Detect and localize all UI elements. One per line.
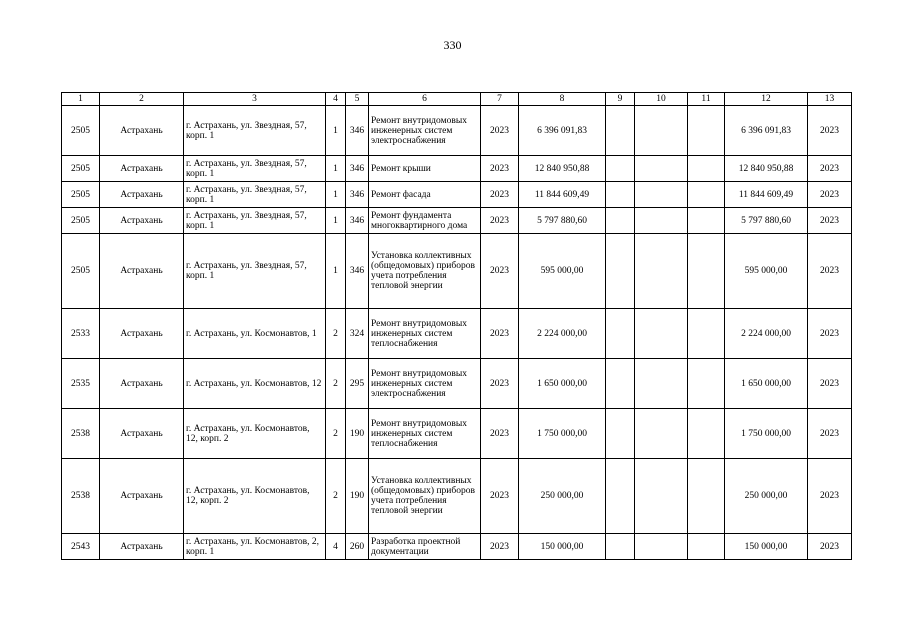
column-header: 5 [346, 93, 369, 106]
cell-col11 [688, 359, 725, 409]
cell-col10 [635, 106, 688, 156]
cell-year-end: 2023 [808, 459, 852, 534]
column-header: 10 [635, 93, 688, 106]
cell-col4: 1 [326, 234, 346, 309]
cell-municipality: Астрахань [100, 309, 184, 359]
cell-address: г. Астрахань, ул. Космонавтов, 1 [184, 309, 326, 359]
column-header: 3 [184, 93, 326, 106]
cell-col11 [688, 208, 725, 234]
cell-year-end: 2023 [808, 409, 852, 459]
cell-col10 [635, 459, 688, 534]
cell-year: 2023 [481, 359, 519, 409]
cell-col10 [635, 234, 688, 309]
cell-municipality: Астрахань [100, 234, 184, 309]
cell-work-type: Разработка проектной документации [369, 534, 481, 560]
cell-cost: 2 224 000,00 [519, 309, 606, 359]
cell-year: 2023 [481, 156, 519, 182]
column-header: 4 [326, 93, 346, 106]
cell-col5: 346 [346, 106, 369, 156]
cell-col4: 2 [326, 459, 346, 534]
cell-work-type: Ремонт крыши [369, 156, 481, 182]
cell-work-type: Ремонт внутридомовых инженерных систем теплоснабжения [369, 309, 481, 359]
cell-house-id: 2533 [62, 309, 100, 359]
cell-cost: 1 650 000,00 [519, 359, 606, 409]
cell-col9 [606, 156, 635, 182]
cell-col9 [606, 208, 635, 234]
cell-year: 2023 [481, 309, 519, 359]
cell-address: г. Астрахань, ул. Космонавтов, 12, корп. 2 [184, 409, 326, 459]
cell-house-id: 2505 [62, 106, 100, 156]
cell-col5: 260 [346, 534, 369, 560]
cell-house-id: 2543 [62, 534, 100, 560]
cell-col4: 2 [326, 359, 346, 409]
cell-work-type: Ремонт внутридомовых инженерных систем теплоснабжения [369, 409, 481, 459]
cell-cost: 6 396 091,83 [519, 106, 606, 156]
cell-year-end: 2023 [808, 309, 852, 359]
cell-year-end: 2023 [808, 534, 852, 560]
cell-col10 [635, 156, 688, 182]
cell-municipality: Астрахань [100, 459, 184, 534]
table-row [62, 208, 852, 234]
cell-address: г. Астрахань, ул. Космонавтов, 2, корп. 1 [184, 534, 326, 560]
cell-municipality: Астрахань [100, 534, 184, 560]
cell-cost: 11 844 609,49 [519, 182, 606, 208]
cell-house-id: 2535 [62, 359, 100, 409]
cell-cost: 12 840 950,88 [519, 156, 606, 182]
cell-cost-total: 2 224 000,00 [725, 309, 808, 359]
cell-cost-total: 250 000,00 [725, 459, 808, 534]
cell-col9 [606, 106, 635, 156]
table-row [62, 459, 852, 534]
cell-cost-total: 5 797 880,60 [725, 208, 808, 234]
table-row [62, 359, 852, 409]
column-header: 12 [725, 93, 808, 106]
cell-work-type: Установка коллективных (общедомовых) приборов учета потребления тепловой энергии [369, 459, 481, 534]
cell-address: г. Астрахань, ул. Звездная, 57, корп. 1 [184, 234, 326, 309]
cell-work-type: Ремонт внутридомовых инженерных систем электроснабжения [369, 106, 481, 156]
cell-house-id: 2505 [62, 156, 100, 182]
cell-col11 [688, 534, 725, 560]
cell-col10 [635, 309, 688, 359]
cell-col4: 2 [326, 309, 346, 359]
cell-cost: 1 750 000,00 [519, 409, 606, 459]
cell-cost: 5 797 880,60 [519, 208, 606, 234]
cell-col5: 346 [346, 156, 369, 182]
column-header: 6 [369, 93, 481, 106]
column-header: 2 [100, 93, 184, 106]
cell-col9 [606, 234, 635, 309]
cell-col4: 1 [326, 106, 346, 156]
cell-year-end: 2023 [808, 156, 852, 182]
cell-address: г. Астрахань, ул. Космонавтов, 12 [184, 359, 326, 409]
cell-cost: 250 000,00 [519, 459, 606, 534]
cell-house-id: 2538 [62, 459, 100, 534]
column-header: 9 [606, 93, 635, 106]
cell-col4: 1 [326, 182, 346, 208]
cell-work-type: Ремонт внутридомовых инженерных систем электроснабжения [369, 359, 481, 409]
cell-year: 2023 [481, 459, 519, 534]
cell-year-end: 2023 [808, 182, 852, 208]
cell-col10 [635, 534, 688, 560]
cell-year-end: 2023 [808, 106, 852, 156]
column-header: 13 [808, 93, 852, 106]
cell-cost-total: 1 750 000,00 [725, 409, 808, 459]
column-header: 8 [519, 93, 606, 106]
cell-address: г. Астрахань, ул. Звездная, 57, корп. 1 [184, 106, 326, 156]
cell-col9 [606, 459, 635, 534]
column-header: 1 [62, 93, 100, 106]
cell-col4: 1 [326, 156, 346, 182]
table-row [62, 409, 852, 459]
cell-col10 [635, 359, 688, 409]
cell-year: 2023 [481, 106, 519, 156]
cell-municipality: Астрахань [100, 182, 184, 208]
cell-house-id: 2505 [62, 182, 100, 208]
cell-col9 [606, 534, 635, 560]
cell-municipality: Астрахань [100, 156, 184, 182]
column-header: 11 [688, 93, 725, 106]
cell-col5: 346 [346, 182, 369, 208]
cell-address: г. Астрахань, ул. Звездная, 57, корп. 1 [184, 156, 326, 182]
cell-address: г. Астрахань, ул. Звездная, 57, корп. 1 [184, 182, 326, 208]
capital-repair-table [61, 92, 852, 560]
cell-col5: 346 [346, 234, 369, 309]
cell-col10 [635, 208, 688, 234]
cell-col9 [606, 409, 635, 459]
cell-house-id: 2505 [62, 234, 100, 309]
cell-cost-total: 1 650 000,00 [725, 359, 808, 409]
cell-col11 [688, 106, 725, 156]
cell-col4: 1 [326, 208, 346, 234]
table-row [62, 534, 852, 560]
cell-col11 [688, 182, 725, 208]
cell-house-id: 2505 [62, 208, 100, 234]
cell-cost: 595 000,00 [519, 234, 606, 309]
cell-year-end: 2023 [808, 234, 852, 309]
cell-work-type: Установка коллективных (общедомовых) приборов учета потребления тепловой энергии [369, 234, 481, 309]
cell-work-type: Ремонт фундамента многоквартирного дома [369, 208, 481, 234]
cell-col11 [688, 156, 725, 182]
cell-col9 [606, 309, 635, 359]
cell-year: 2023 [481, 409, 519, 459]
cell-year-end: 2023 [808, 359, 852, 409]
cell-municipality: Астрахань [100, 106, 184, 156]
cell-year: 2023 [481, 534, 519, 560]
cell-col9 [606, 182, 635, 208]
cell-year: 2023 [481, 234, 519, 309]
cell-cost-total: 11 844 609,49 [725, 182, 808, 208]
cell-col5: 295 [346, 359, 369, 409]
cell-municipality: Астрахань [100, 208, 184, 234]
cell-work-type: Ремонт фасада [369, 182, 481, 208]
table-row [62, 182, 852, 208]
table-row [62, 309, 852, 359]
cell-cost-total: 6 396 091,83 [725, 106, 808, 156]
cell-municipality: Астрахань [100, 409, 184, 459]
column-header: 7 [481, 93, 519, 106]
cell-col4: 2 [326, 409, 346, 459]
table-row [62, 106, 852, 156]
cell-address: г. Астрахань, ул. Космонавтов, 12, корп. 2 [184, 459, 326, 534]
header-row [62, 93, 852, 106]
page-number: 330 [443, 38, 462, 52]
cell-house-id: 2538 [62, 409, 100, 459]
cell-address: г. Астрахань, ул. Звездная, 57, корп. 1 [184, 208, 326, 234]
cell-col5: 190 [346, 459, 369, 534]
cell-year: 2023 [481, 182, 519, 208]
cell-municipality: Астрахань [100, 359, 184, 409]
cell-col5: 324 [346, 309, 369, 359]
cell-cost-total: 150 000,00 [725, 534, 808, 560]
cell-cost-total: 595 000,00 [725, 234, 808, 309]
cell-col4: 4 [326, 534, 346, 560]
table-row [62, 234, 852, 309]
table-row [62, 156, 852, 182]
cell-year-end: 2023 [808, 208, 852, 234]
cell-col10 [635, 182, 688, 208]
cell-col11 [688, 234, 725, 309]
cell-col11 [688, 409, 725, 459]
cell-year: 2023 [481, 208, 519, 234]
cell-col5: 190 [346, 409, 369, 459]
cell-col5: 346 [346, 208, 369, 234]
cell-col9 [606, 359, 635, 409]
cell-col10 [635, 409, 688, 459]
cell-col11 [688, 309, 725, 359]
cell-cost-total: 12 840 950,88 [725, 156, 808, 182]
cell-cost: 150 000,00 [519, 534, 606, 560]
cell-col11 [688, 459, 725, 534]
